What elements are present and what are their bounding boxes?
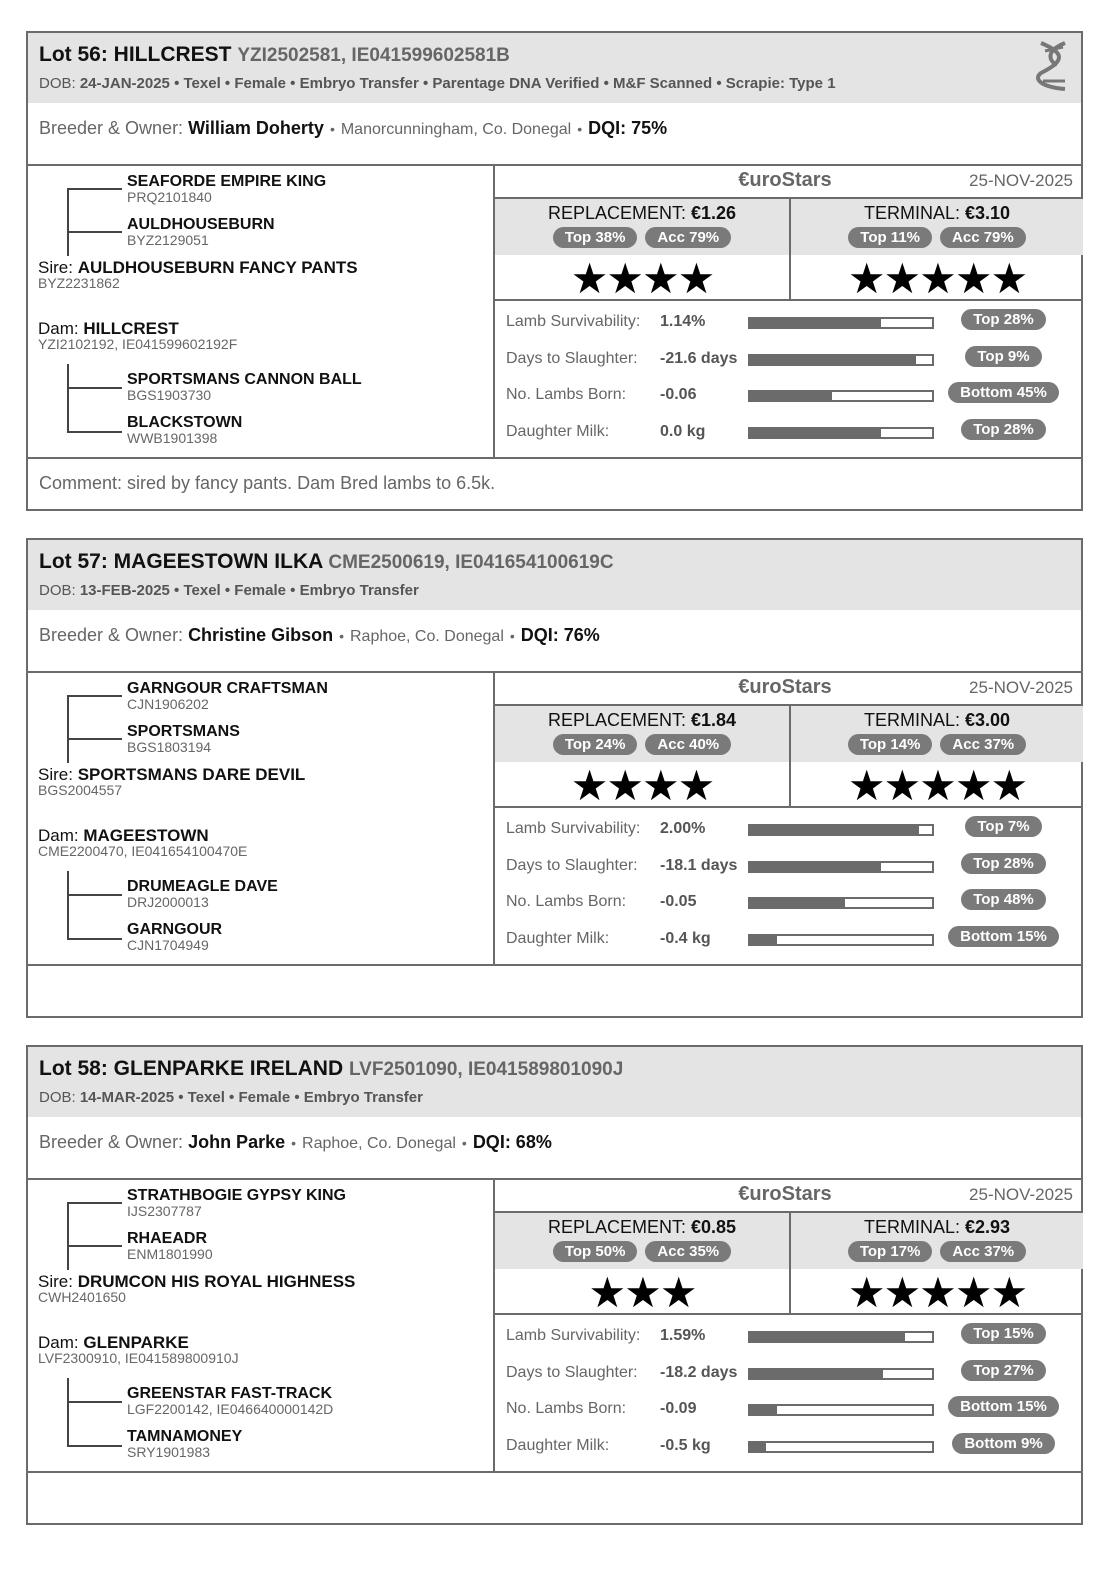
trait-row — [495, 814, 1083, 850]
eurostars-panel — [495, 673, 1083, 964]
dam: Dam: MAGEESTOWN CME2200470, IE041654100470E — [38, 826, 248, 859]
trait-value: 1.14% — [660, 313, 706, 330]
dam-sire: SPORTSMANS CANNON BALL BGS1903730 — [127, 371, 362, 403]
lot-body — [28, 1180, 1081, 1473]
lot-header — [28, 1047, 1081, 1117]
trait-bar-fill — [750, 319, 881, 327]
trait-bar-fill — [750, 826, 919, 834]
dqi: DQI: 75% — [588, 118, 668, 138]
eval-date: 25-NOV-2025 — [969, 171, 1073, 190]
trait-bar-fill — [750, 899, 845, 907]
eurostars-brand: €uroStars — [738, 169, 832, 191]
lot-details: DOB: 13-FEB-2025 • Texel • Female • Embryo Transfer — [39, 582, 419, 599]
pedigree — [28, 1180, 495, 1471]
dam: Dam: HILLCREST YZI2102192, IE041599602192F — [38, 319, 238, 352]
trait-name: No. Lambs Born: — [506, 386, 627, 403]
dam-sire: DRUMEAGLE DAVE DRJ2000013 — [127, 878, 278, 910]
lot-ids: CME2500619, IE041654100619C — [328, 552, 614, 573]
sire: Sire: AULDHOUSEBURN FANCY PANTS BYZ2231862 — [38, 258, 358, 291]
comment-text: Comment: sired by fancy pants. Dam Bred lambs to 6.5k. — [39, 473, 496, 493]
trait-name: Daughter Milk: — [506, 422, 610, 440]
dam-dam: TAMNAMONEY SRY1901983 — [127, 1428, 243, 1460]
replacement-acc-badge: Acc 35% — [645, 1241, 731, 1262]
trait-bar-fill — [750, 392, 832, 400]
trait-rank-badge: Bottom 9% — [952, 1433, 1054, 1454]
sire-dam: RHAEADR ENM1801990 — [127, 1230, 213, 1262]
pedigree — [28, 673, 495, 964]
dna-helix-icon — [1035, 39, 1071, 96]
trait-name: Daughter Milk: — [506, 1436, 610, 1454]
trait-row — [495, 924, 1083, 960]
eurostars-panel — [495, 166, 1083, 457]
sire-dam: AULDHOUSEBURN BYZ2129051 — [127, 216, 275, 248]
trait-name: Lamb Survivability: — [506, 820, 641, 837]
replacement-stars: ★★★★ — [570, 762, 714, 809]
trait-rank-badge: Top 28% — [961, 853, 1046, 874]
trait-value: -18.1 days — [660, 856, 738, 874]
trait-bar — [748, 390, 934, 402]
trait-bar — [748, 1441, 934, 1453]
lot-body — [28, 673, 1081, 966]
terminal-stars: ★★★★★ — [847, 1269, 1027, 1316]
trait-name: Daughter Milk: — [506, 929, 610, 947]
trait-rank-badge: Top 15% — [961, 1323, 1046, 1344]
trait-value: 2.00% — [660, 820, 706, 837]
trait-name: Lamb Survivability: — [506, 1327, 641, 1344]
trait-bar-fill — [750, 1333, 905, 1341]
trait-row — [495, 851, 1083, 887]
trait-bar-fill — [750, 936, 777, 944]
replacement-top-badge: Top 38% — [553, 227, 638, 248]
replacement-top-badge: Top 24% — [553, 734, 638, 755]
dam-sire: GREENSTAR FAST-TRACK LGF2200142, IE046640000142D — [127, 1385, 334, 1417]
terminal-stars: ★★★★★ — [847, 255, 1027, 302]
trait-row — [495, 380, 1083, 416]
lot-card — [26, 1045, 1083, 1525]
trait-bar-fill — [750, 1406, 777, 1414]
replacement-acc-badge: Acc 40% — [645, 734, 731, 755]
dqi: DQI: 68% — [472, 1132, 552, 1152]
terminal-acc-badge: Acc 79% — [940, 227, 1026, 248]
lot-header — [28, 540, 1081, 610]
terminal-stars: ★★★★★ — [847, 762, 1027, 809]
owner-location: Raphoe, Co. Donegal — [349, 628, 504, 645]
trait-bar — [748, 427, 934, 439]
trait-rank-badge: Bottom 15% — [948, 1396, 1059, 1417]
sire: Sire: SPORTSMANS DARE DEVIL BGS2004557 — [38, 765, 306, 798]
trait-rank-badge: Top 28% — [961, 309, 1046, 330]
trait-value: -21.6 days — [660, 349, 738, 367]
replacement-acc-badge: Acc 79% — [645, 227, 731, 248]
terminal-index: TERMINAL: €2.93 Top 17% Acc 37% ★★★★★ — [791, 1213, 1083, 1313]
trait-value: -0.06 — [660, 386, 697, 403]
comment-row — [28, 966, 1081, 1016]
replacement-index: REPLACEMENT: €0.85 Top 50% Acc 35% ★★★ — [495, 1213, 791, 1313]
replacement-index: REPLACEMENT: €1.84 Top 24% Acc 40% ★★★★ — [495, 706, 791, 806]
trait-bar — [748, 1331, 934, 1343]
eurostars-brand: €uroStars — [738, 676, 832, 698]
comment-row — [28, 1473, 1081, 1523]
trait-bar — [748, 354, 934, 366]
trait-list — [495, 1313, 1083, 1473]
trait-bar — [748, 934, 934, 946]
terminal-index: TERMINAL: €3.10 Top 11% Acc 79% ★★★★★ — [791, 199, 1083, 299]
trait-bar — [748, 861, 934, 873]
trait-rank-badge: Top 7% — [965, 816, 1041, 837]
breeder-row: Breeder & Owner: John Parke • Raphoe, Co. Donegal • DQI: 68% — [28, 1117, 1081, 1180]
trait-value: -0.4 kg — [660, 929, 711, 947]
trait-row — [495, 1321, 1083, 1357]
trait-value: -0.09 — [660, 1400, 697, 1417]
lot-title: Lot 56: HILLCREST YZI2502581, IE041599602581B — [39, 43, 510, 66]
trait-row — [495, 344, 1083, 380]
sire-sire: SEAFORDE EMPIRE KING PRQ2101840 — [127, 173, 327, 205]
trait-value: -0.5 kg — [660, 1436, 711, 1454]
lot-ids: LVF2501090, IE041589801090J — [348, 1059, 624, 1080]
dam-dam: BLACKSTOWN WWB1901398 — [127, 414, 243, 446]
lot-details: DOB: 24-JAN-2025 • Texel • Female • Embryo Transfer • Parentage DNA Verified • M&F Scanned • Scrapie: Type 1 — [39, 75, 836, 92]
trait-bar-fill — [750, 863, 881, 871]
trait-rank-badge: Top 28% — [961, 419, 1046, 440]
trait-name: Days to Slaughter: — [506, 856, 638, 874]
trait-value: 1.59% — [660, 1327, 706, 1344]
lot-title: Lot 57: MAGEESTOWN ILKA CME2500619, IE041654100619C — [39, 550, 614, 573]
comment-row — [28, 459, 1081, 509]
trait-value: -0.05 — [660, 893, 697, 910]
lot-details: DOB: 14-MAR-2025 • Texel • Female • Embryo Transfer — [39, 1089, 423, 1106]
terminal-acc-badge: Acc 37% — [940, 1241, 1026, 1262]
sire: Sire: DRUMCON HIS ROYAL HIGHNESS CWH2401650 — [38, 1272, 356, 1305]
eval-date: 25-NOV-2025 — [969, 678, 1073, 697]
terminal-top-badge: Top 14% — [848, 734, 933, 755]
lot-card — [26, 31, 1083, 511]
trait-name: Lamb Survivability: — [506, 313, 641, 330]
trait-row — [495, 1394, 1083, 1430]
eval-date: 25-NOV-2025 — [969, 1185, 1073, 1204]
trait-rank-badge: Top 9% — [965, 346, 1041, 367]
dqi: DQI: 76% — [520, 625, 600, 645]
breeder-row: Breeder & Owner: William Doherty • Manorcunningham, Co. Donegal • DQI: 75% — [28, 103, 1081, 166]
trait-list — [495, 299, 1083, 459]
eurostars-brand: €uroStars — [738, 1183, 832, 1205]
lot-title: Lot 58: GLENPARKE IRELAND LVF2501090, IE041589801090J — [39, 1057, 624, 1080]
terminal-index: TERMINAL: €3.00 Top 14% Acc 37% ★★★★★ — [791, 706, 1083, 806]
trait-row — [495, 1431, 1083, 1467]
trait-bar-fill — [750, 429, 881, 437]
trait-rank-badge: Top 27% — [961, 1360, 1046, 1381]
trait-name: No. Lambs Born: — [506, 893, 627, 910]
trait-bar-fill — [750, 1443, 766, 1451]
eurostars-panel — [495, 1180, 1083, 1471]
trait-name: Days to Slaughter: — [506, 1363, 638, 1381]
trait-row — [495, 887, 1083, 923]
pedigree — [28, 166, 495, 457]
sire-dam: SPORTSMANS BGS1803194 — [127, 723, 240, 755]
sire-sire: GARNGOUR CRAFTSMAN CJN1906202 — [127, 680, 328, 712]
terminal-top-badge: Top 11% — [848, 227, 932, 248]
replacement-top-badge: Top 50% — [553, 1241, 638, 1262]
replacement-stars: ★★★★ — [570, 255, 714, 302]
trait-bar — [748, 824, 934, 836]
replacement-index: REPLACEMENT: €1.26 Top 38% Acc 79% ★★★★ — [495, 199, 791, 299]
breeder-row: Breeder & Owner: Christine Gibson • Raphoe, Co. Donegal • DQI: 76% — [28, 610, 1081, 673]
trait-rank-badge: Bottom 15% — [948, 926, 1059, 947]
terminal-top-badge: Top 17% — [848, 1241, 933, 1262]
lot-body — [28, 166, 1081, 459]
owner-location: Manorcunningham, Co. Donegal — [340, 121, 572, 138]
trait-value: -18.2 days — [660, 1363, 738, 1381]
trait-row — [495, 307, 1083, 343]
trait-bar — [748, 317, 934, 329]
owner-name: William Doherty — [188, 118, 324, 138]
trait-rank-badge: Bottom 45% — [948, 382, 1059, 403]
trait-name: No. Lambs Born: — [506, 1400, 627, 1417]
trait-row — [495, 417, 1083, 453]
owner-name: Christine Gibson — [188, 625, 334, 645]
owner-location: Raphoe, Co. Donegal — [302, 1135, 456, 1152]
dam: Dam: GLENPARKE LVF2300910, IE041589800910J — [38, 1333, 239, 1366]
terminal-acc-badge: Acc 37% — [940, 734, 1026, 755]
trait-bar-fill — [750, 1370, 883, 1378]
trait-bar-fill — [750, 356, 916, 364]
trait-list — [495, 806, 1083, 966]
replacement-stars: ★★★ — [588, 1269, 696, 1316]
owner-name: John Parke — [188, 1132, 286, 1152]
trait-name: Days to Slaughter: — [506, 349, 638, 367]
lot-header — [28, 33, 1081, 103]
trait-row — [495, 1358, 1083, 1394]
trait-bar — [748, 1404, 934, 1416]
sire-sire: STRATHBOGIE GYPSY KING IJS2307787 — [127, 1187, 346, 1219]
trait-rank-badge: Top 48% — [961, 889, 1046, 910]
dam-dam: GARNGOUR CJN1704949 — [127, 921, 223, 953]
trait-value: 0.0 kg — [660, 422, 706, 440]
lot-card — [26, 538, 1083, 1018]
trait-bar — [748, 1368, 934, 1380]
lot-ids: YZI2502581, IE041599602581B — [237, 45, 510, 66]
trait-bar — [748, 897, 934, 909]
